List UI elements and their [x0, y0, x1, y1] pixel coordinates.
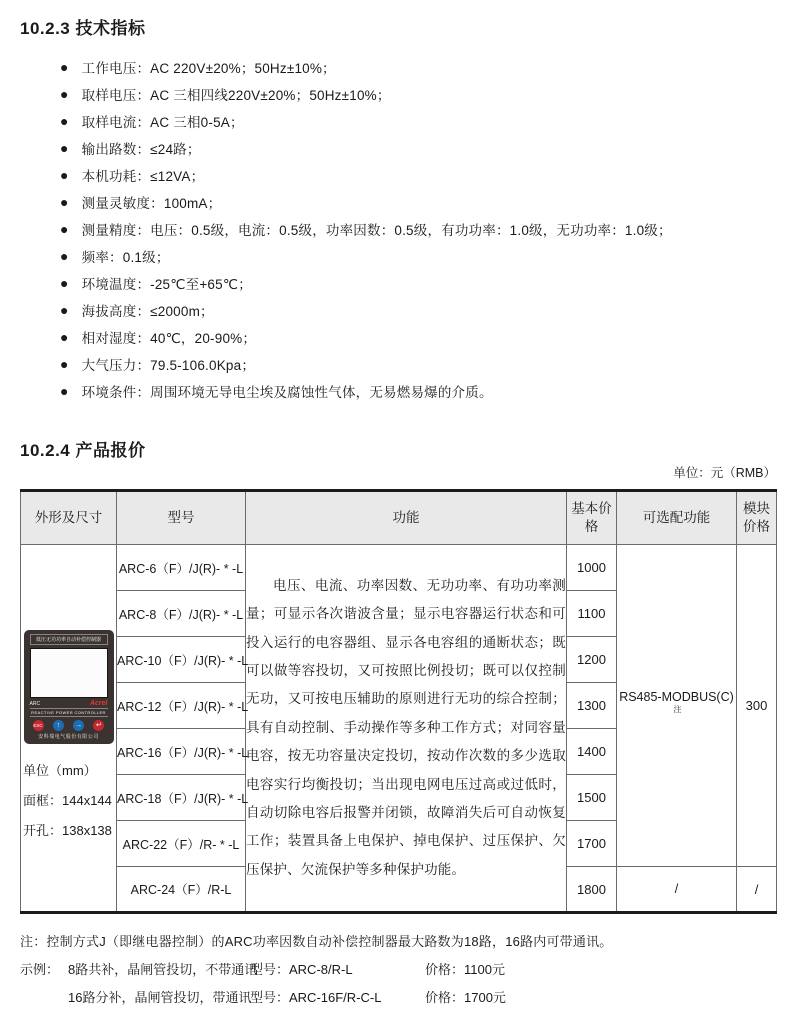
model-cell: ARC-16（F）/J(R)- * -L — [117, 729, 246, 775]
spec-item — [60, 242, 778, 269]
example-description: 16路分补，晶闸管投切，带通讯 — [68, 990, 252, 1005]
table-row — [21, 545, 777, 591]
section-title-specs: 10.2.3 技术指标 — [20, 19, 146, 38]
spec-item — [60, 269, 778, 296]
col-header-module-price: 模块价格 — [737, 491, 777, 545]
bullet-icon: ● — [60, 58, 69, 75]
device-photo — [24, 630, 114, 744]
specs-list — [20, 53, 778, 404]
spec-text: 测量精度：电压：0.5级，电流：0.5级，功率因数：0.5级，有功功率：1.0级，无功功率：1.0级； — [81, 222, 672, 238]
spec-text: 环境条件：周围环境无导电尘埃及腐蚀性气体，无易燃易爆的介质。 — [81, 384, 493, 400]
footnote-text: 注：控制方式J（即继电器控制）的ARC功率因数自动补偿控制器最大路数为18路，16路内可带通讯。 — [20, 934, 613, 949]
bullet-icon: ● — [60, 139, 69, 156]
col-header-function: 功能 — [246, 491, 567, 545]
bullet-icon: ● — [60, 274, 69, 291]
spec-item — [60, 53, 778, 80]
spec-text: 输出路数：≤24路； — [81, 141, 201, 157]
price-table — [20, 489, 777, 914]
spec-item — [60, 80, 778, 107]
module-price-cell: 300 — [737, 545, 777, 867]
footnotes — [20, 931, 778, 1006]
bullet-icon: ● — [60, 112, 69, 129]
device-screen — [30, 648, 108, 699]
col-header-appearance: 外形及尺寸 — [21, 491, 117, 545]
right-arrow-button-icon: → — [75, 722, 83, 730]
section-title-pricing: 10.2.4 产品报价 — [20, 441, 146, 460]
dimension-cutout: 开孔：138x138 — [23, 823, 112, 838]
spec-item — [60, 161, 778, 188]
bullet-icon: ● — [60, 85, 69, 102]
device-buttons — [30, 720, 108, 731]
example-description: 8路共补，晶闸管投切，不带通讯 — [68, 962, 258, 977]
col-header-model: 型号 — [117, 491, 246, 545]
esc-button-icon: ESC — [33, 720, 44, 731]
bullet-icon: ● — [60, 166, 69, 183]
spec-item — [60, 377, 778, 404]
spec-text: 取样电流：AC 三相0-5A； — [81, 114, 244, 130]
model-cell: ARC-24（F）/R-L — [117, 867, 246, 913]
note-superscript: 注 — [673, 705, 682, 715]
dimension-frame: 面框：144x144 — [23, 793, 112, 808]
function-text: 电压、电流、功率因数、无功功率、有功功率测量；可显示各次谐波含量；显示电容器运行状态和可投入运行的电容器组、显示各电容组的通断状态；既可以做等容投切，又可按照比例投切；既可以仅控制无功，又可按电压辅助的原则进行无功的综合控制；具有自动控制、手动操作等多种工作方式；对同容量电容，按无功容量决定投切，按动作次数的多少选取电容实行均衡投切；当出现电网电压过高或过低时，自动切除电容后报警并闭锁，故障消失后可自动恢复工作；装置具备上电保护、掉电保护、过压保护、欠压保护、欠流保护等多种保护功能。 — [246, 578, 566, 877]
model-cell: ARC-12（F）/J(R)- * -L — [117, 683, 246, 729]
example-model: 型号：ARC-8/R-L — [250, 962, 353, 977]
spec-text: 工作电压：AC 220V±20%；50Hz±10%； — [81, 60, 336, 76]
price-cell: 1400 — [567, 729, 617, 775]
example-price: 价格：1700元 — [425, 990, 506, 1005]
enter-button-icon: ↵ — [93, 720, 104, 731]
price-cell: 1100 — [567, 591, 617, 637]
bullet-icon: ● — [60, 247, 69, 264]
price-cell: 1500 — [567, 775, 617, 821]
example-row — [20, 959, 778, 978]
spec-text: 本机功耗：≤12VA； — [81, 168, 205, 184]
spec-text: 相对湿度：40℃，20-90%； — [81, 330, 257, 346]
dimension-unit: 单位（mm） — [23, 763, 97, 778]
bullet-icon: ● — [60, 220, 69, 237]
spec-text: 大气压力：79.5-106.0Kpa； — [81, 357, 256, 373]
spec-text: 频率：0.1级； — [81, 249, 170, 265]
spec-item — [60, 296, 778, 323]
device-company-label: 安科瑞电气股份有限公司 — [38, 734, 99, 740]
currency-unit-note: 单位：元（RMB） — [673, 466, 776, 480]
table-header-row — [21, 491, 777, 545]
up-arrow-button-icon: ↑ — [53, 720, 64, 731]
model-cell: ARC-22（F）/R- * -L — [117, 821, 246, 867]
price-cell: 1800 — [567, 867, 617, 913]
model-cell: ARC-10（F）/J(R)- * -L — [117, 637, 246, 683]
appearance-cell — [21, 545, 117, 913]
device-subtitle-label: REACTIVE POWER CONTROLLER — [31, 710, 106, 716]
bullet-icon: ● — [60, 355, 69, 372]
bullet-icon: ● — [60, 193, 69, 210]
optional-function-text: RS485-MODBUS(C) — [619, 690, 734, 705]
col-header-optional: 可选配功能 — [617, 491, 737, 545]
module-price-empty-cell: / — [737, 867, 777, 913]
spec-text: 测量灵敏度：100mA； — [81, 195, 222, 211]
price-cell: 1000 — [567, 545, 617, 591]
model-cell: ARC-18（F）/J(R)- * -L — [117, 775, 246, 821]
spec-item — [60, 107, 778, 134]
device-title-label: 低压无功功率自动补偿控制器 — [30, 634, 108, 645]
function-cell — [246, 545, 567, 913]
spec-text: 海拔高度：≤2000m； — [81, 303, 214, 319]
bullet-icon: ● — [60, 328, 69, 345]
spec-item — [60, 188, 778, 215]
bullet-icon: ● — [60, 301, 69, 318]
example-label-spacer — [20, 987, 68, 1006]
spec-item — [60, 350, 778, 377]
spec-item — [60, 215, 778, 242]
example-row — [20, 987, 778, 1006]
device-model-label: ARC — [29, 701, 41, 708]
optional-function-cell — [617, 545, 737, 867]
bullet-icon: ● — [60, 382, 69, 399]
price-cell: 1200 — [567, 637, 617, 683]
col-header-base-price: 基本价格 — [567, 491, 617, 545]
acrel-logo: Acrel — [89, 700, 108, 708]
spec-text: 取样电压：AC 三相四线220V±20%；50Hz±10%； — [81, 87, 391, 103]
model-cell: ARC-8（F）/J(R)- * -L — [117, 591, 246, 637]
spec-item — [60, 134, 778, 161]
example-price: 价格：1100元 — [425, 962, 505, 977]
example-label: 示例： — [20, 962, 60, 977]
spec-text: 环境温度：-25℃至+65℃； — [81, 276, 252, 292]
spec-item — [60, 323, 778, 350]
example-model: 型号：ARC-16F/R-C-L — [250, 990, 382, 1005]
model-cell: ARC-6（F）/J(R)- * -L — [117, 545, 246, 591]
price-cell: 1700 — [567, 821, 617, 867]
optional-function-empty-cell: / — [617, 867, 737, 913]
price-cell: 1300 — [567, 683, 617, 729]
